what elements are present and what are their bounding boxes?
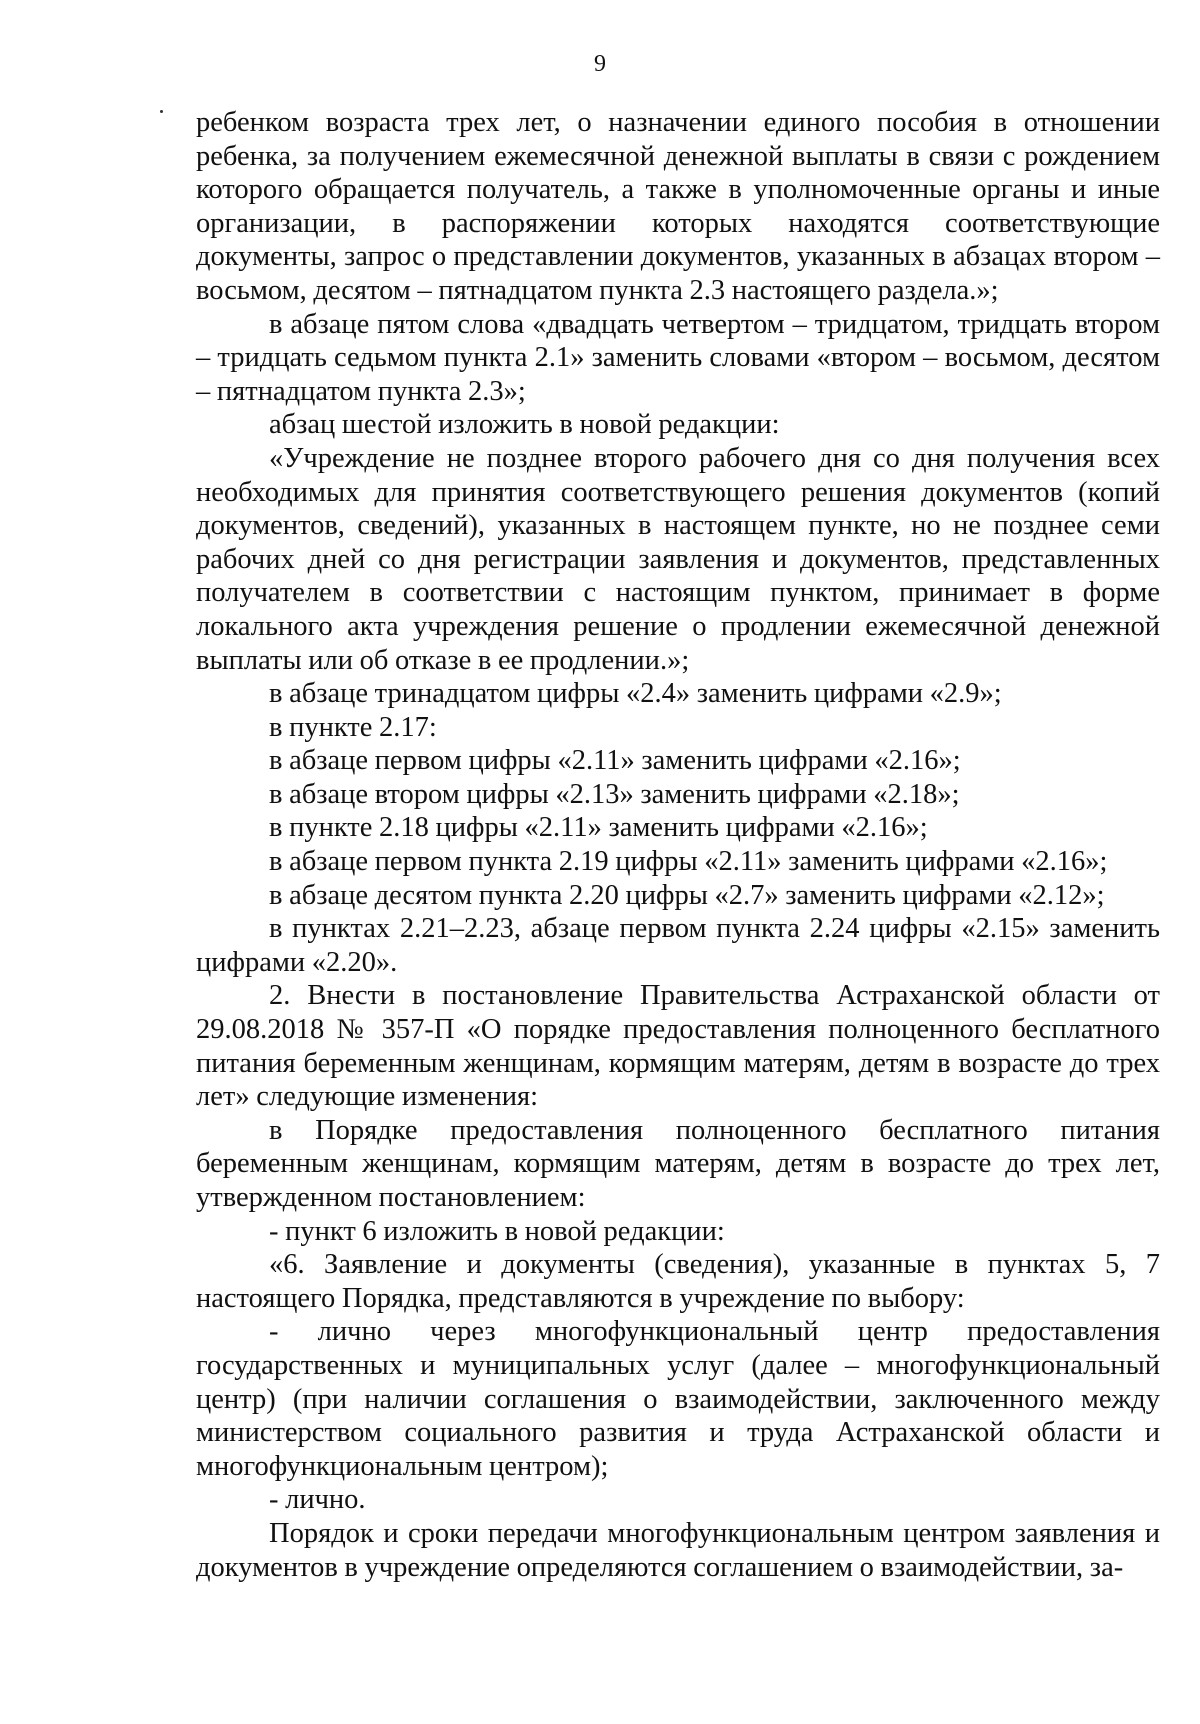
paragraph: Порядок и сроки передачи многофункциональным центром заявления и документов в учреждение определяются соглашением о взаимодействии, за- bbox=[196, 1517, 1160, 1583]
paragraph-continuation: ребенком возраста трех лет, о назначении единого пособия в отношении ребенка, за получением ежемесячной денежной выплаты в связи с рождением которого обращается получатель, а также в уполномоченные органы и иные организации, в распоряжении которых находятся соответствующие документы, запрос о представлении документов, указанных в абзацах втором – восьмом, десятом – пятнадцатом пункта 2.3 настоящего раздела.»; bbox=[196, 107, 1160, 306]
paragraph: абзац шестой изложить в новой редакции: bbox=[269, 409, 780, 441]
list-item: - лично. bbox=[269, 1484, 366, 1516]
paragraph: в абзаце тринадцатом цифры «2.4» заменить цифрами «2.9»; bbox=[269, 678, 1002, 710]
document-body bbox=[196, 106, 1160, 1584]
page-number: 9 bbox=[594, 51, 606, 77]
quoted-paragraph: «Учреждение не позднее второго рабочего дня со дня получения всех необходимых для принятия соответствующего решения документов (копий документов, сведений), указанных в настоящем пункте, но не позднее семи рабочих дней со дня регистрации заявления и документов, представленных получателем в соответствии с настоящим пунктом, принимает в форме локального акта учреждения решение о продлении ежемесячной денежной выплаты или об отказе в ее продлении.»; bbox=[196, 442, 1160, 676]
paragraph: в абзаце пятом слова «двадцать четвертом – тридцатом, тридцать втором – тридцать седьмом пункта 2.1» заменить словами «втором – восьмом, десятом – пятнадцатом пункта 2.3»; bbox=[196, 308, 1160, 407]
paragraph: в пункте 2.17: bbox=[269, 711, 437, 743]
margin-mark bbox=[160, 110, 163, 113]
paragraph: в пунктах 2.21–2.23, абзаце первом пункта 2.24 цифры «2.15» заменить цифрами «2.20». bbox=[196, 913, 1160, 978]
paragraph: в абзаце десятом пункта 2.20 цифры «2.7» заменить цифрами «2.12»; bbox=[269, 879, 1105, 911]
paragraph: в абзаце первом цифры «2.11» заменить цифрами «2.16»; bbox=[269, 745, 961, 777]
list-item: - пункт 6 изложить в новой редакции: bbox=[269, 1215, 725, 1247]
paragraph: в Порядке предоставления полноценного бесплатного питания беременным женщинам, кормящим матерям, детям в возрасте до трех лет, утвержденном постановлением: bbox=[196, 1114, 1160, 1213]
numbered-paragraph: 2. Внести в постановление Правительства Астраханской области от 29.08.2018 № 357-П «О порядке предоставления полноценного бесплатного питания беременным женщинам, кормящим матерям, детям в возрасте до трех лет» следующие изменения: bbox=[196, 980, 1160, 1113]
list-item: - лично через многофункциональный центр предоставления государственных и муниципальных услуг (далее – многофункциональный центр) (при наличии соглашения о взаимодействии, заключенного между министерством социального развития и труда Астраханской области и многофункциональным центром); bbox=[196, 1316, 1160, 1482]
paragraph: в абзаце первом пункта 2.19 цифры «2.11» заменить цифрами «2.16»; bbox=[269, 846, 1108, 878]
paragraph: в пункте 2.18 цифры «2.11» заменить цифрами «2.16»; bbox=[269, 812, 928, 844]
quoted-paragraph: «6. Заявление и документы (сведения), указанные в пунктах 5, 7 настоящего Порядка, представляются в учреждение по выбору: bbox=[196, 1249, 1160, 1314]
paragraph: в абзаце втором цифры «2.13» заменить цифрами «2.18»; bbox=[269, 778, 960, 810]
